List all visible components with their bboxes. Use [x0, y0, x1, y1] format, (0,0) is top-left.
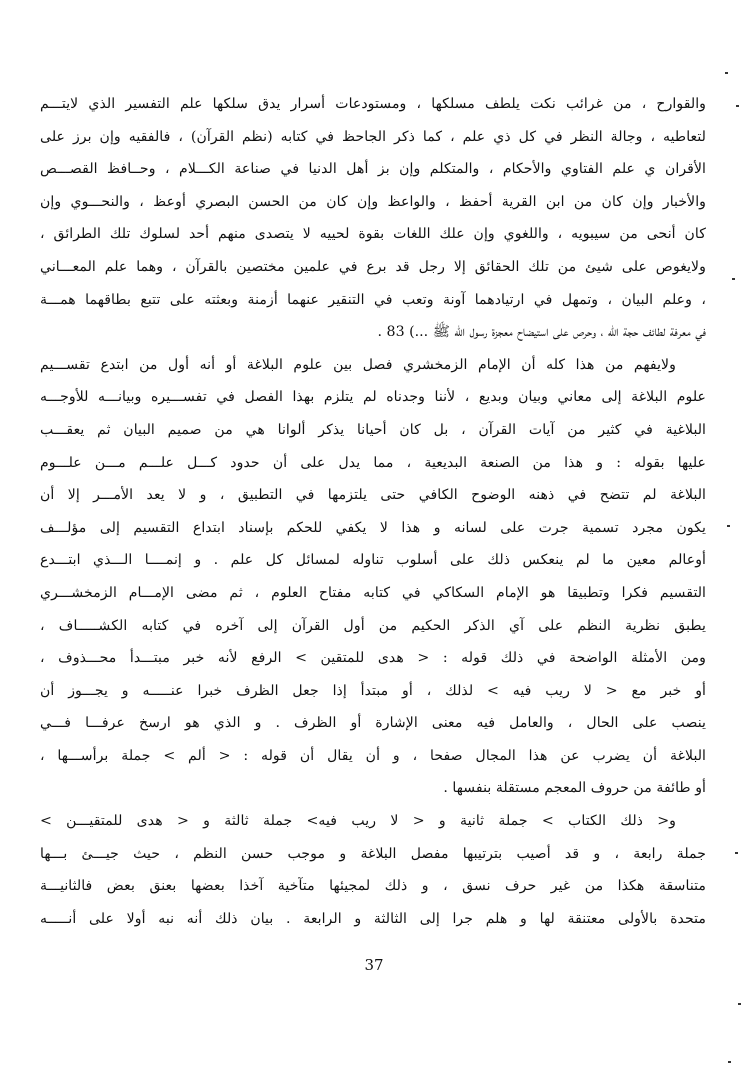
text-line: البلاغية في كثير من آيات القرآن ، بل كان أحيانا يذكر ألوانا هي من صميم البيان ثم يعقـــب	[40, 421, 706, 438]
text-line: التقسيم فكرا وتطبيقا هو الإمام السكاكي في كتابه مفتاح العلوم ، ثم مضى الإمـــام الزمخشـــري	[40, 584, 706, 601]
text-line: في معرفة لطائف حجة الله ، وحرص على استيضاح معجزة رسول الله ﷺ ...) 83 .	[377, 324, 706, 341]
text-line: و< ذلك الكتاب > جملة ثانية و < لا ريب فيه> جملة ثالثة و < هدى للمتقيـــن >	[40, 813, 676, 830]
text-line: علوم البلاغة إلى معاني وبيان وبديع ، لأننا وجدناه لم يتلزم بهذا الفصل في تفســـيره وبيانـــه للأوجـــه	[40, 389, 706, 406]
page-number: 37	[364, 956, 384, 974]
text-line: ، وعلم البيان ، وتمهل في ارتيادهما آونة وتعب في التنقير عنهما أزمنة وبعثته على تتبع بطاقهما همـــة	[40, 291, 706, 308]
text-line: والأخبار وإن كان من ابن القرية أحفظ ، والواعظ وإن كان من الحسن البصري أوعظ ، والنحـــوي وإن	[40, 193, 706, 210]
scan-speck	[727, 525, 730, 527]
text-line: أو خبر مع < لا ريب فيه > لذلك ، أو مبتدأ إذا جعل الظرف خبرا عنـــــه و يجـــوز أن	[40, 682, 706, 699]
scan-speck	[735, 852, 738, 854]
scan-speck	[725, 72, 728, 74]
text-line: يكون مجرد تسمية جرت على لسانه و هذا لا يكفي للحكم بإسناد ابتداع التقسيم إلى مؤلـــف	[40, 519, 706, 536]
text-line: متحدة بالأولى معتنقة لها و هلم جرا إلى الثالثة و الرابعة . بيان ذلك أنه نبه أولا على أنـــــه	[40, 910, 706, 927]
scan-speck	[732, 278, 735, 280]
text-line: يطبق نظرية النظم على آي الذكر الحكيم من أول القرآن إلى آخره في كتابه الكشـــــاف ،	[40, 617, 706, 634]
text-line: ينصب على الحال ، والعامل فيه معنى الإشارة أو الظرف . و الذي هو ارسخ عرفـــا فـــي	[40, 715, 706, 732]
text-line: متناسقة هكذا من غير حرف نسق ، و ذلك لمجيئها متآخية آخذا بعضها بعنق بعض فالثانيـــة	[40, 878, 706, 895]
text-line: أوعالم معين ما لم ينعكس ذلك على أسلوب تناوله لمسائل كل علم . و إنمــــا الـــذي ابتـــدع	[40, 552, 706, 569]
text-line: والقوارح ، من غرائب نكت يلطف مسلكها ، ومستودعات أسرار يدق سلكها علم التفسير الذي لايتـــم	[40, 96, 706, 112]
text-line: كان أنحى من سيبويه ، واللغوي وإن علك اللغات بقوة لحييه لا يتصدى منهم أحد لسلوك تلك الطرائق ،	[40, 226, 706, 243]
text-line: ومن الأمثلة الواضحة في ذلك قوله : < هدى للمتقين > الرفع لأنه خبر مبتـــدأ محـــذوف ،	[40, 650, 706, 667]
scan-speck	[728, 1061, 731, 1063]
body-text	[40, 88, 706, 935]
text-line: جملة رابعة ، و قد أصيب بترتيبها مفصل البلاغة و موجب حسن النظم ، حيث جيـــئ بـــها	[40, 845, 706, 862]
text-line: لتعاطيه ، وجالة النظر في كل ذي علم ، كما ذكر الجاحظ في كتابه (نظم القرآن) ، فالفقيه وإن برز على	[40, 128, 706, 145]
text-line: ولايفهم من هذا كله أن الإمام الزمخشري فصل بين علوم البلاغة أو أنه أول من ابتدع تقســـيم	[40, 356, 676, 373]
scan-speck	[738, 1003, 741, 1005]
text-line: البلاغة أن يضرب عن هذا المجال صفحا ، و أن يقال أن قوله : < ألم > جملة برأســـها ،	[40, 747, 706, 764]
text-line: أو طائفة من حروف المعجم مستقلة بنفسها .	[443, 780, 706, 797]
text-line: البلاغة لم تتضح في ذهنه الوضوح الكافي حتى يلتزمها في التطبيق ، و لا يعد الأمـــر إلا أن	[40, 487, 706, 504]
scan-speck	[736, 105, 739, 107]
text-line: عليها بقوله : و هذا من الصنعة البديعية ، مما يدل على أن حدود كـــل علـــم مـــن علـــوم	[40, 454, 706, 471]
text-line: ولايغوص على شيئ من تلك الحقائق إلا رجل قد برع في علمين مختصين بالقرآن ، وهما علم المعـــاني	[40, 258, 706, 275]
text-line: الأقران ي علم الفتاوي والأحكام ، والمتكلم وإن بز أهل الدنيا في صناعة الكـــلام ، وحــافظ القصـــص	[40, 161, 706, 178]
